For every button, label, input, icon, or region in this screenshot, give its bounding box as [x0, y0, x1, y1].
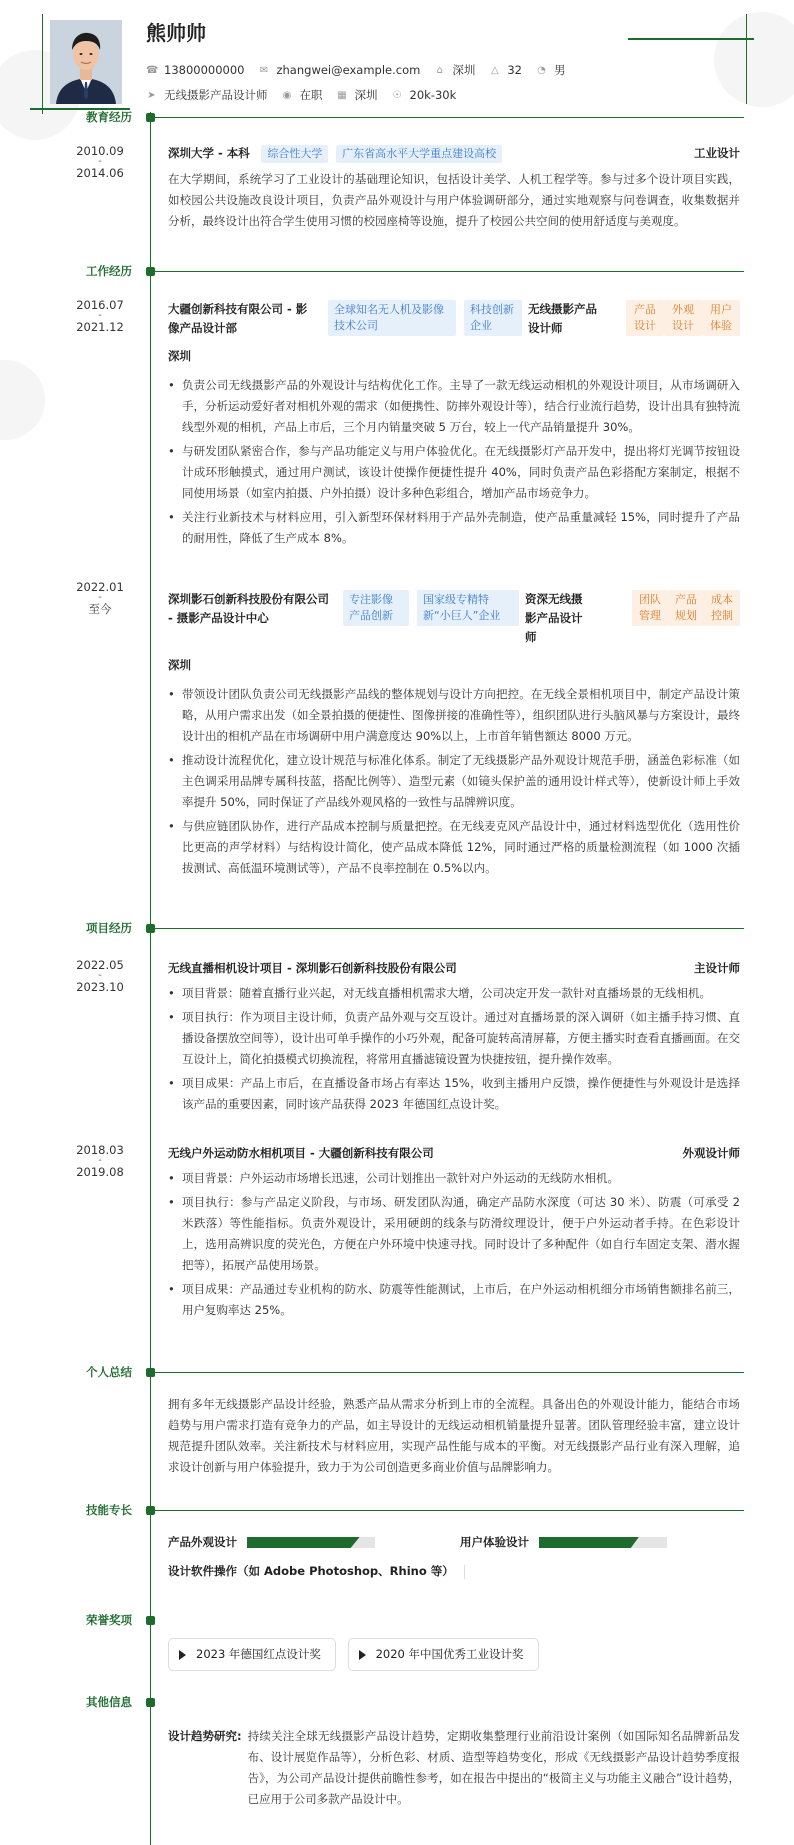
section-work	[0, 263, 794, 283]
skill-tag: 成本控制	[704, 590, 740, 626]
skill-tag: 产品规划	[668, 590, 704, 626]
project-bullets	[168, 1168, 740, 1321]
section-divider	[155, 1372, 744, 1373]
timeline-line	[150, 112, 151, 1845]
section-divider	[155, 117, 744, 118]
status-item	[282, 87, 323, 103]
phone-icon: ☎	[146, 64, 159, 76]
phone-value: 13800000000	[164, 63, 245, 77]
other-label: 设计趋势研究:	[168, 1729, 242, 1743]
status-icon: ◉	[282, 89, 292, 101]
home-icon: ⌂	[436, 64, 444, 76]
list-item: • 带领设计团队负责公司无线摄影产品线的整体规划与设计方向把控。在无线全景相机项目中，制定产品设计策略，从用户需求出发（如全景拍摄的便捷性、图像拼接的准确性等），组织团队进行头脑风暴与方案设计，最终设计出的相机产品在市场调研中用户满意度达 90%以上，上市首年销售额达 8000 万元。	[168, 684, 740, 747]
list-item: • 推动设计流程优化，建立设计规范与标准化体系。制定了无线摄影产品外观设计规范手册，涵盖色彩标准（如主色调采用品牌专属科技蓝，搭配比例等）、造型元素（如镜头保护盖的通用设计样式等），使新设计师上手效率提升 50%，同时保证了产品线外观风格的一致性与品牌辨识度。	[168, 750, 740, 813]
section-skills	[0, 1502, 794, 1522]
salary-value: 20k-30k	[409, 88, 457, 102]
summary-text: 拥有多年无线摄影产品设计经验，熟悉产品从需求分析到上市的全流程。具备出色的外观设计能力，能结合市场趋势与用户需求打造有竞争力的产品，如主导设计的无线运动相机销量提升显著。团队管理经验丰富，建立设计规范提升团队效率。关注新技术与材料应用，实现产品性能与成本的平衡。对无线摄影产品行业有深入理解，追求设计创新与用户体验提升，致力于为公司创造更多商业价值与品牌影响力。	[168, 1397, 740, 1474]
portrait-image	[50, 20, 122, 104]
skill-item: 用户体验设计	[460, 1532, 667, 1553]
coin-icon: ☉	[392, 89, 402, 101]
building-icon: ▦	[337, 89, 347, 101]
skill-tag: 用户体验	[702, 300, 740, 336]
list-item: • 项目执行：作为项目主设计师，负责产品外观与交互设计。通过对直播场景的深入调研（如主播手持习惯、直播设备摆放空间等），设计出可单手操作的小巧外观，配备可旋转高清屏幕，方便主播实时查看直播画面。在交互设计上，简化拍摄模式切换流程，将常用直播滤镜设置为快捷按钮，提升操作效率。	[168, 1007, 740, 1070]
candidate-name: 熊帅帅	[146, 21, 206, 45]
timeline-node	[146, 113, 155, 122]
skill-fill	[539, 1537, 639, 1548]
status-value: 在职	[299, 88, 323, 102]
section-title: 工作经历	[86, 264, 132, 278]
project-bullets	[168, 983, 740, 1115]
deco-line-top-right-h	[628, 38, 754, 40]
position-value: 无线摄影产品设计师	[164, 88, 268, 102]
play-icon	[179, 1650, 186, 1660]
company-tag: 专注影像产品创新	[343, 590, 409, 626]
major: 工业设计	[694, 146, 740, 160]
section-divider	[155, 1510, 744, 1511]
project-role: 外观设计师	[682, 1146, 740, 1160]
other-info	[168, 1726, 740, 1810]
project-entry	[168, 1143, 740, 1324]
list-item: • 关注行业新技术与材料应用，引入新型环保材料用于产品外壳制造，使产品重量减轻 15%，同时提升了产品的耐用性，降低了生产成本 8%。	[168, 507, 740, 549]
project-title: 无线直播相机设计项目 - 深圳影石创新科技股份有限公司	[168, 961, 457, 975]
deco-line-top-left-v	[42, 14, 43, 114]
section-summary	[0, 1364, 794, 1384]
skills-list	[168, 1532, 740, 1582]
skill-tag: 外观设计	[664, 300, 702, 336]
gender-icon: ◔	[537, 64, 546, 76]
award-item[interactable]: 2023 年德国红点设计奖	[168, 1638, 336, 1671]
deco-circle-mid-left	[0, 360, 45, 440]
work-location: 深圳	[168, 658, 191, 672]
timeline-node	[146, 1698, 155, 1707]
list-item: • 负责公司无线摄影产品的外观设计与结构优化工作。主导了一款无线运动相机的外观设计项目，从市场调研入手，分析运动爱好者对相机外观的需求（如便携性、防摔外观设计等），结合行业流行趋势，设计出具有独特流线型外观的相机，产品上市后，三个月内销量突破 5 万台，较上一代产品销量提升 30%。	[168, 375, 740, 438]
section-projects	[0, 920, 794, 940]
other-text: 持续关注全球无线摄影产品设计趋势，定期收集整理行业前沿设计案例（如国际知名品牌新品发布、设计展览作品等），分析色彩、材质、造型等趋势变化，形成《无线摄影产品设计趋势季度报告》，为公司产品设计提供前瞻性参考，如在报告中提出的“极简主义与功能主义融合”设计趋势，已应用于公司多款产品设计中。	[247, 1729, 740, 1806]
awards-list	[168, 1638, 740, 1671]
timeline-node	[146, 1368, 155, 1377]
skill-tag: 产品设计	[626, 300, 664, 336]
send-icon: ➤	[147, 89, 156, 101]
education-description: 在大学期间，系统学习了工业设计的基础理论知识，包括设计美学、人机工程学等。参与过多个设计项目实践，如校园公共设施改良设计项目，负责产品外观设计与用户体验调研部分，通过实地观察与问卷调查，收集数据并分析，最终设计出符合学生使用习惯的校园座椅等设施，提升了校园公共空间的使用舒适度与美观度。	[168, 171, 740, 228]
target-city-value: 深圳	[354, 88, 378, 102]
contact-row	[146, 62, 579, 78]
phone-item	[146, 63, 244, 77]
list-item: • 项目背景：户外运动市场增长迅速，公司计划推出一款针对户外运动的无线防水相机。	[168, 1168, 740, 1189]
play-icon	[359, 1650, 366, 1660]
work-date: 2016.07 - 2021.12	[76, 298, 124, 334]
target-city-item	[337, 87, 378, 103]
work-date: 2022.01 - 至今	[76, 580, 124, 616]
timeline-node	[146, 267, 155, 276]
salary-item	[392, 88, 457, 102]
timeline-node	[146, 1506, 155, 1515]
school-tag: 广东省高水平大学重点建设高校	[336, 145, 502, 163]
section-divider	[155, 928, 744, 929]
age-icon: △	[490, 64, 499, 76]
section-awards	[0, 1612, 794, 1632]
school-tag: 综合性大学	[261, 145, 328, 163]
job-title: 资深无线摄影产品设计师	[525, 592, 583, 644]
timeline-node	[146, 924, 155, 933]
work-entry	[168, 590, 740, 882]
list-item: • 与研发团队紧密合作，参与产品功能定义与用户体验优化。在无线摄影灯产品开发中，提出将灯光调节按钮设计成环形触摸式，通过用户测试，该设计使操作便捷性提升 40%，同时负责产品色彩搭配方案制定，根据不同使用场景（如室内拍摄、户外拍摄）设计多种色彩组合，增加产品市场竞争力。	[168, 441, 740, 504]
email-item	[258, 63, 420, 77]
city-value: 深圳	[452, 63, 476, 77]
project-date: 2018.03 - 2019.08	[76, 1143, 124, 1179]
list-item: • 与供应链团队协作，进行产品成本控制与质量把控。在无线麦克风产品设计中，通过材料选型优化（选用性价比更高的声学材料）与结构设计简化，使产品成本降低 12%，同时通过严格的质量检测流程（如 1000 次插拔测试、高低温环境测试等），产品不良率控制在 0.5%以内。	[168, 816, 740, 879]
email-value: zhangwei@example.com	[276, 63, 421, 77]
company-name: 大疆创新科技有限公司 - 影像产品设计部	[168, 302, 308, 335]
work-bullets	[168, 375, 740, 549]
work-entry	[168, 300, 740, 552]
section-title: 教育经历	[86, 110, 132, 124]
position-item	[146, 87, 268, 103]
work-bullets	[168, 684, 740, 879]
section-other	[0, 1694, 794, 1714]
skill-item: 设计软件操作（如 Adobe Photoshop、Rhino 等）	[168, 1561, 465, 1582]
section-divider	[155, 271, 744, 272]
gender-value: 男	[553, 63, 566, 77]
project-role: 主设计师	[694, 961, 740, 975]
list-item: • 项目执行：参与产品定义阶段，与市场、研发团队沟通，确定产品防水深度（可达 30 米）、防震（可承受 2 米跌落）等性能指标。负责外观设计，采用硬朗的线条与防滑纹理设计，便于户外运动者手持。在色彩设计上，选用高辨识度的荧光色，方便在户外环境中快速寻找。同时设计了多种配件（如自行车固定支架、潜水握把等），拓展产品使用场景。	[168, 1192, 740, 1276]
gender-item	[536, 62, 566, 78]
section-education	[0, 109, 794, 129]
education-date: 2010.09 - 2014.06	[76, 144, 124, 180]
education-entry	[168, 144, 740, 232]
age-item	[489, 63, 522, 77]
section-title: 项目经历	[86, 921, 132, 935]
list-item: • 项目成果：产品通过专业机构的防水、防震等性能测试，上市后，在户外运动相机细分市场销售额排名前三，用户复购率达 25%。	[168, 1279, 740, 1321]
company-tag: 国家级专精特新“小巨人”企业	[417, 590, 519, 626]
project-title: 无线户外运动防水相机项目 - 大疆创新科技有限公司	[168, 1146, 434, 1160]
section-title: 荣誉奖项	[86, 1613, 132, 1627]
section-title: 其他信息	[86, 1695, 132, 1709]
company-tag: 全球知名无人机及影像技术公司	[328, 300, 456, 336]
skill-item: 产品外观设计	[168, 1532, 460, 1553]
age-value: 32	[507, 63, 522, 77]
job-intent-row	[146, 87, 470, 103]
deco-circle-top-right	[714, 12, 794, 107]
section-title: 技能专长	[86, 1503, 132, 1517]
project-entry	[168, 958, 740, 1118]
skill-divider	[464, 1565, 465, 1579]
deco-line-top-right-v	[746, 14, 747, 104]
skill-fill	[247, 1537, 360, 1548]
mail-icon: ✉	[259, 64, 269, 76]
job-title: 无线摄影产品设计师	[528, 302, 597, 335]
section-title: 个人总结	[86, 1365, 132, 1379]
timeline-node	[146, 1616, 155, 1625]
skill-bar	[247, 1537, 375, 1548]
project-date: 2022.05 - 2023.10	[76, 958, 124, 994]
skill-tag: 团队管理	[632, 590, 668, 626]
list-item: • 项目背景：随着直播行业兴起，对无线直播相机需求大增，公司决定开发一款针对直播场景的无线相机。	[168, 983, 740, 1004]
company-name: 深圳影石创新科技股份有限公司 - 摄影产品设计中心	[168, 592, 329, 625]
school-name: 深圳大学 - 本科	[168, 146, 250, 160]
avatar	[50, 20, 122, 104]
company-tag: 科技创新企业	[464, 300, 522, 336]
skill-bar	[539, 1537, 667, 1548]
city-item	[434, 62, 475, 78]
award-item[interactable]: 2020 年中国优秀工业设计奖	[348, 1638, 539, 1671]
list-item: • 项目成果：产品上市后，在直播设备市场占有率达 15%，收到主播用户反馈，操作便捷性与外观设计是选择该产品的重要因素，同时该产品获得 2023 年德国红点设计奖。	[168, 1073, 740, 1115]
work-location: 深圳	[168, 349, 191, 363]
